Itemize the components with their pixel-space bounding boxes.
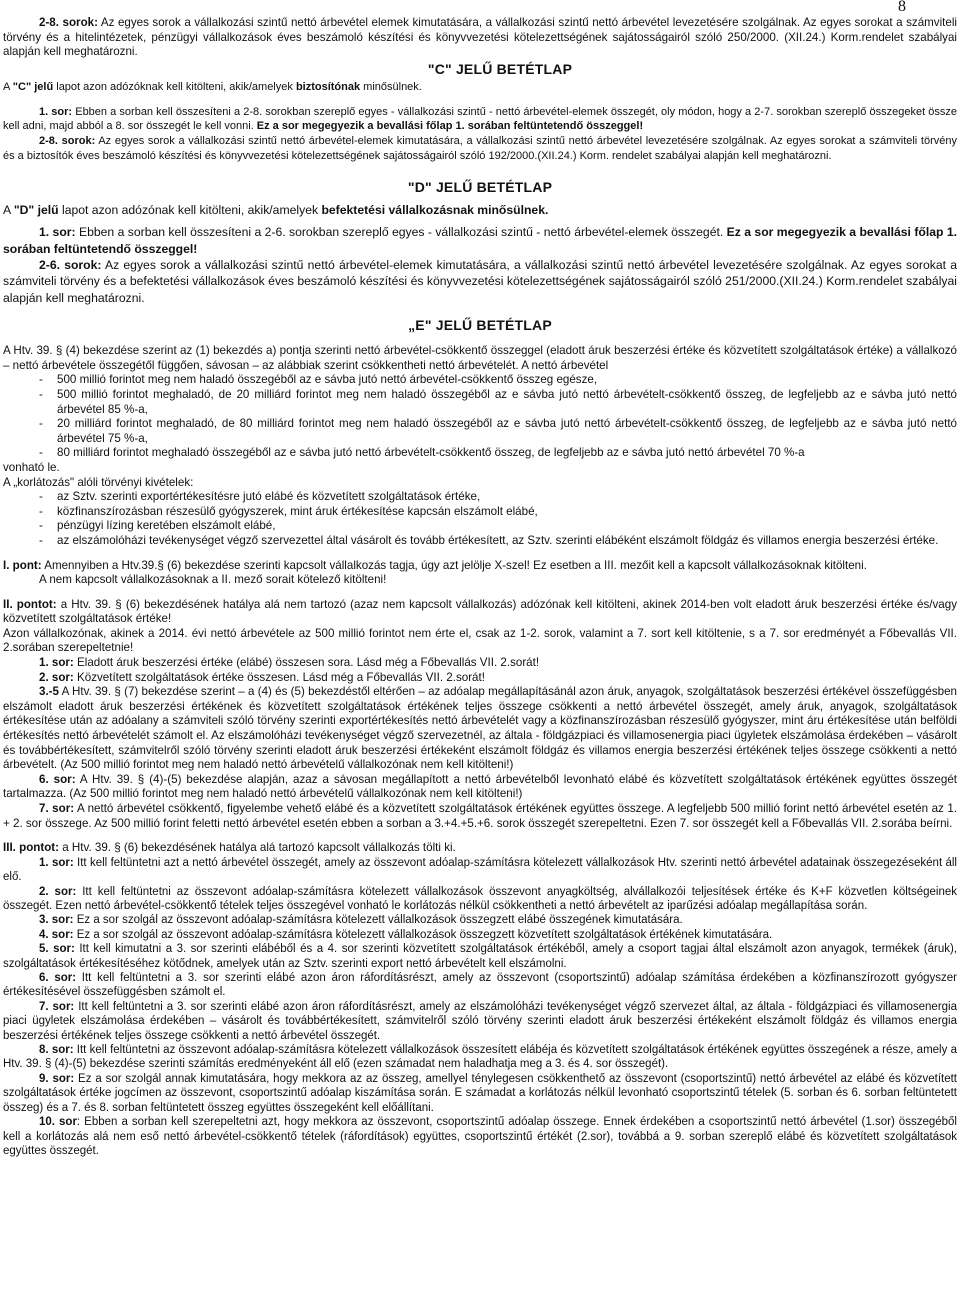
e-iii-row-10: 10. sor: Ebben a sorban kell szerepeltetni azt, hogy mekkora az összevont, csoportszintű adóalap összege. Ennek érdekében a csoportszintű nettó árbevétel (1.sor) összegéből kell a korlátozás alá nem eső nettó árbevétel-csökkentő tételek (ráfordítások) együttes, csoportszintű értékét (2.sor), továbbá a 9. sorban szereplő elábé és közvetített szolgáltatások együttes összegét. <box>3 1116 957 1157</box>
b-rows-2-8: 2-8. sorok: Az egyes sorok a vállalkozási szintű nettó árbevétel elemek kimutatására, a vállalkozási szintű nettó árbevétel levezetésére szolgálnak. Az egyes sorokat a számviteli törvény és a hitelintézetek, pénzügyi vállalkozások éves beszámoló készítési és könyvvezetési kötelezettségének sajátosságairól szóló 250/2000. (XII.24.) Korm.rendelet szabályai alapján kell meghatározni. <box>3 16 957 59</box>
e-ii-rows-3-5: 3.-5 A Htv. 39. § (7) bekezdése szerint – a (4) és (5) bekezdéstől eltérően – az adóalap megállapításánál azon áruk, anyagok, szolgáltatások beszerzési értékével összefüggésben elszámolt eladott áruk beszerzési értékének és közvetített szolgáltatások értékének teljes összege csökkenti a nettó árbevétel összegét, amely áruk, anyagok, szolgáltatások értékesítése után az adóalany a számviteli szóló törvény szerinti exportértékesítés nettó árbevételét vagy a közfinanszírozásban részesülő gyógyszer, mint áru értékesítése után belföldi értékesítés nettó árbevételét számolt el. Az elszámolóházi tevékenységet végző szervezetnél, az általa - földgázpiaci és villamosenergia piaci ügyletek elszámolása érdekében – vásárolt és továbbértékesített, számvitelről szóló törvény szerinti eladott áruk beszerzési értékeként elszámolt földgáz és villamos energia beszerzési értékének teljes összege csökkenti a nettó árbevételt. (Az 500 millió forintot meg nem haladó nettó árbevételű vállalkozónak nem kell kitölteni!) <box>3 685 957 772</box>
c-rows-2-8: 2-8. sorok: Az egyes sorok a vállalkozási szintű nettó árbevétel-elemek kimutatására, a vállalkozási szintű nettó árbevétel levezetésére szolgálnak. Az egyes sorokat a számviteli törvény és a biztosítók éves beszámoló készítési és könyvvezetési kötelezettségének sajátosságairól szóló 192/2000.(XII.24.) Korm. rendelet szabályai alapján kell meghatározni. <box>3 135 958 162</box>
d-section <box>3 178 957 306</box>
e-point-iii: III. pontot: a Htv. 39. § (6) bekezdésének hatálya alá tartozó kapcsolt vállalkozás tölti ki. <box>3 841 456 855</box>
e-iii-row-3: 3. sor: Ez a sor szolgál az összevont adóalap-számításra kötelezett vállalkozások összegzett elábé összegének kimutatására. <box>39 914 683 927</box>
c-row-1: 1. sor: Ebben a sorban kell összesíteni a 2-8. sorokban szereplő egyes - vállalkozási szintű - nettó árbevétel-elemek összegét, oly módon, hogy a 2-7. sorokban szereplő összegeket össze kell adni, majd abból a 8. sor összegét le kell vonni. Ez a sor megegyezik a bevallási főlap 1. sorában feltüntetendő összeggel! <box>3 105 958 133</box>
e-section <box>3 316 957 1158</box>
page-content <box>3 16 957 1158</box>
e-ii-row-2: 2. sor: Közvetített szolgáltatások értéke összesen. Lásd még a Főbevallás VII. 2.sorát! <box>39 670 485 684</box>
e-band-3: - 20 milliárd forintot meghaladó, de 80 milliárd forintot meg nem haladó összegéből az e sávba jutó nettó árbevételt-csökkentő összeg, de legfeljebb az e sávba jutó nettó árbevétel 75 %-a, <box>39 417 957 445</box>
e-ii-row-7: 7. sor: A nettó árbevétel csökkentő, figyelembe vehető elábé és a közvetített szolgáltatások értékének együttes összege. A legfeljebb 500 millió forint nettó árbevétel esetén az 1. + 2. sor összege. Az 500 millió forint feletti nettó árbevétel esetén ebben a sorban a 3.+4.+5.+6. sorok összegét szerepeltetni. Ezen 7. sor összegét kell a Főbevallás VII. 2.sorába beírni. <box>3 802 957 830</box>
e-iii-row-8: 8. sor: Itt kell feltüntetni az összevont adóalap-számításra kötelezett vállalkozások összesített elábéja és közvetített szolgáltatások értékének együttes összegének a része, amely a Htv. 39. § (4)-(5) bekezdése szerinti számítás eredményeként áll elő (ezen számadat nem haladhatja meg a 3. és 4. sor összegét). <box>3 1044 957 1071</box>
e-ii-row-1: 1. sor: Eladott áruk beszerzési értéke (elábé) összesen sora. Lásd még a Főbevallás VII. 2.sorát! <box>39 656 540 670</box>
e-exceptions-intro: A „korlátozás" alóli törvényi kivételek: <box>3 475 194 489</box>
c-section <box>3 60 957 164</box>
c-intro: A "C" jelű lapot azon adózóknak kell kitölteni, akik/amelyek biztosítónak minősülnek. <box>3 80 422 93</box>
e-iii-row-7: 7. sor: Itt kell feltüntetni a 3. sor szerinti elábé azon áron ráfordításrészt, amely az elszámolóházi tevékenységet végző szervezet által, az általa - földgázpiaci és villamosenergia piaci ügyletek elszámolása érdekében – vásárolt és továbbértékesített, számvitelről szóló törvény szerinti eladott áruk beszerzési értékeként elszámolt földgáz és villamos energia beszerzési értékének teljes összege csökkenti a nettó árbevétel összegét. <box>3 1000 957 1042</box>
e-band-4: - 80 milliárd forintot meghaladó összegéből az e sávba jutó nettó árbevételt-csökkentő összeg, de legfeljebb az e sávba jutó nettó árbevétel 70 %-a <box>39 446 805 460</box>
e-intro: A Htv. 39. § (4) bekezdése szerint az (1) bekezdés a) pontja szerinti nettó árbevétel-csökkentő összeggel (eladott áruk beszerzési értéke és közvetített szolgáltatások értéke) a vállalkozó – nettó árbevétele összegétől függően, sávosan – az alábbiak szerint csökkentheti nettó árbevételét. A nettó árbevétel <box>3 344 957 372</box>
e-band-2: - 500 millió forintot meghaladó, de 20 milliárd forintot meg nem haladó összegéből az e sávba jutó nettó árbevételt-csökkentő összeg, de legfeljebb az e sávba jutó nettó árbevétel 85 %-a, <box>39 387 957 416</box>
e-heading: „E" JELŰ BETÉTLAP <box>408 317 552 334</box>
e-point-i-note: A nem kapcsolt vállalkozásoknak a II. mező sorait kötelező kitölteni! <box>39 573 387 587</box>
d-rows-2-6: 2-6. sorok: Az egyes sorok a vállalkozási szintű nettó árbevétel-elemek kimutatására, a vállalkozási szintű nettó árbevétel levezetésére szolgálnak. Az egyes sorokat a számviteli törvény és a befektetési vállalkozások éves beszámoló készítési és könyvvezetési kötelezettségének sajátosságairól szóló 251/2000.(XII.24.) Korm.rendelet szabályai alapján kell meghatározni. <box>3 257 957 305</box>
d-row-1: 1. sor: Ebben a sorban kell összesíteni a 2-6. sorokban szereplő egyes - vállalkozási szintű - nettó árbevétel-elemek összegét. Ez a sor megegyezik a bevallási főlap 1. sorában feltüntetendő összeggel! <box>3 225 957 256</box>
d-heading: "D" JELŰ BETÉTLAP <box>407 178 553 195</box>
e-exception-3: - pénzügyi lízing keretében elszámolt elábé, <box>39 519 276 533</box>
e-ii-row-6: 6. sor: A Htv. 39. § (4)-(5) bekezdése alapján, azaz a sávosan megállapított a nettó árbevételből levonható elábé és közvetített szolgáltatások értékének együttes összegét tartalmazza. (Az 500 millió forintot meg nem haladó nettó árbevételű vállalkozónak nem kell kitölteni!) <box>3 772 957 801</box>
e-iii-row-9: 9. sor: Ez a sor szolgál annak kimutatására, hogy mekkora az az összeg, amellyel ténylegesen csökkenthető az összevont (csoportszintű) nettó árbevétel az elábé és közvetített szolgáltatások értéke jogcímen az összevont, csoportszintű adóalap kiszámítása során. E számadat a korlátozás nélkül levonható csoportszintű tételek (5. sorban és 6. sorban feltüntetett összeg) és a 7. és 8. sorban feltüntetett összeg együttes összegeként kell előállítani. <box>3 1072 957 1114</box>
e-iii-row-4: 4. sor: Ez a sor szolgál az összevont adóalap-számításra kötelezett vállalkozások összegzett közvetített szolgáltatások értékének kimutatására. <box>39 928 773 941</box>
e-exception-1: - az Sztv. szerinti exportértékesítésre jutó elábé és közvetített szolgáltatások értéke, <box>39 490 481 504</box>
e-exception-4: - az elszámolóházi tevékenységet végző szervezettel által vásárolt és tovább értékesített, az Sztv. szerinti elábéként elszámolt földgáz és villamos energia beszerzési értéke. <box>39 533 939 547</box>
e-band-1: - 500 millió forintot meg nem haladó összegéből az e sávba jutó nettó árbevétel-csökkentő összeg egésze, <box>39 373 598 387</box>
e-iii-row-1: 1. sor: Itt kell feltüntetni azt a nettó árbevétel összegét, amely az összevont adóalap-számításra kötelezett vállalkozások Htv. szerinti nettó árbevétel adatainak összegezéseként áll elő. <box>3 856 957 884</box>
e-point-i: I. pont: Amennyiben a Htv.39.§ (6) bekezdése szerinti kapcsolt vállalkozás tagja, úgy azt jelölje X-szel! Ez esetben a III. mezőit kell a kapcsolt vállalkozásoknak kitölteni. <box>3 558 867 572</box>
e-exception-2: - közfinanszírozásban részesülő gyógyszerek, mint áruk értékesítése kapcsán elszámolt elábé, <box>39 504 538 518</box>
e-point-ii-note: Azon vállalkozónak, akinek a 2014. évi nettó árbevétele az 500 millió forintot nem érte el, csak az 1-2. sorok, valamint a 7. sort kell kitöltenie, s a 7. sor eredményét a Főbevallás VII. 2.sorában szerepeltetnie! <box>3 626 957 655</box>
d-intro: A "D" jelű lapot azon adózónak kell kitölteni, akik/amelyek befektetési vállalkozásnak minősülnek. <box>3 202 549 217</box>
e-iii-row-6: 6. sor: Itt kell feltüntetni a 3. sor szerinti elábé azon áron ráfordításrészt, amely az összevont (csoportszintű) adóalap számítása érdekében a közfinanszírozott gyógyszer értékesítésével összefüggésben számolt el. <box>3 972 957 999</box>
c-heading: "C" JELŰ BETÉTLAP <box>427 60 573 77</box>
page-number: 8 <box>898 0 906 15</box>
e-band-end: vonható le. <box>3 460 60 474</box>
e-iii-row-2: 2. sor: Itt kell feltüntetni az összevont adóalap-számításra kötelezett vállalkozások összevont anyagköltség, alvállalkozói teljesítések értéke és K+F közvetlen költségeinek összegét. Ezen nettó árbevétel-csökkentő tételek teljes összegével vonható le korlátozás nélkül csökkentheti a nettó árbevételt az iparűzési adóalap megállapítása során. <box>3 885 958 913</box>
e-point-ii: II. pontot: a Htv. 39. § (6) bekezdésének hatálya alá nem tartozó (azaz nem kapcsolt vállalkozás) adózónak kell kitölteni, akinek 2014-ben volt eladott áruk beszerzési értéke és/vagy közvetített szolgáltatások értéke! <box>3 597 957 626</box>
e-iii-row-5: 5. sor: Itt kell kimutatni a 3. sor szerinti elábéből és a 4. sor szerinti közvetített szolgáltatások értékéből, amely a csoport tagjai által elszámolt azon anyagok, termékek (áruk), szolgáltatások értékesítéséhez kötődnek, amelyek után az Sztv. szerinti export nettó árbevételt kell elszámolni. <box>3 943 958 970</box>
